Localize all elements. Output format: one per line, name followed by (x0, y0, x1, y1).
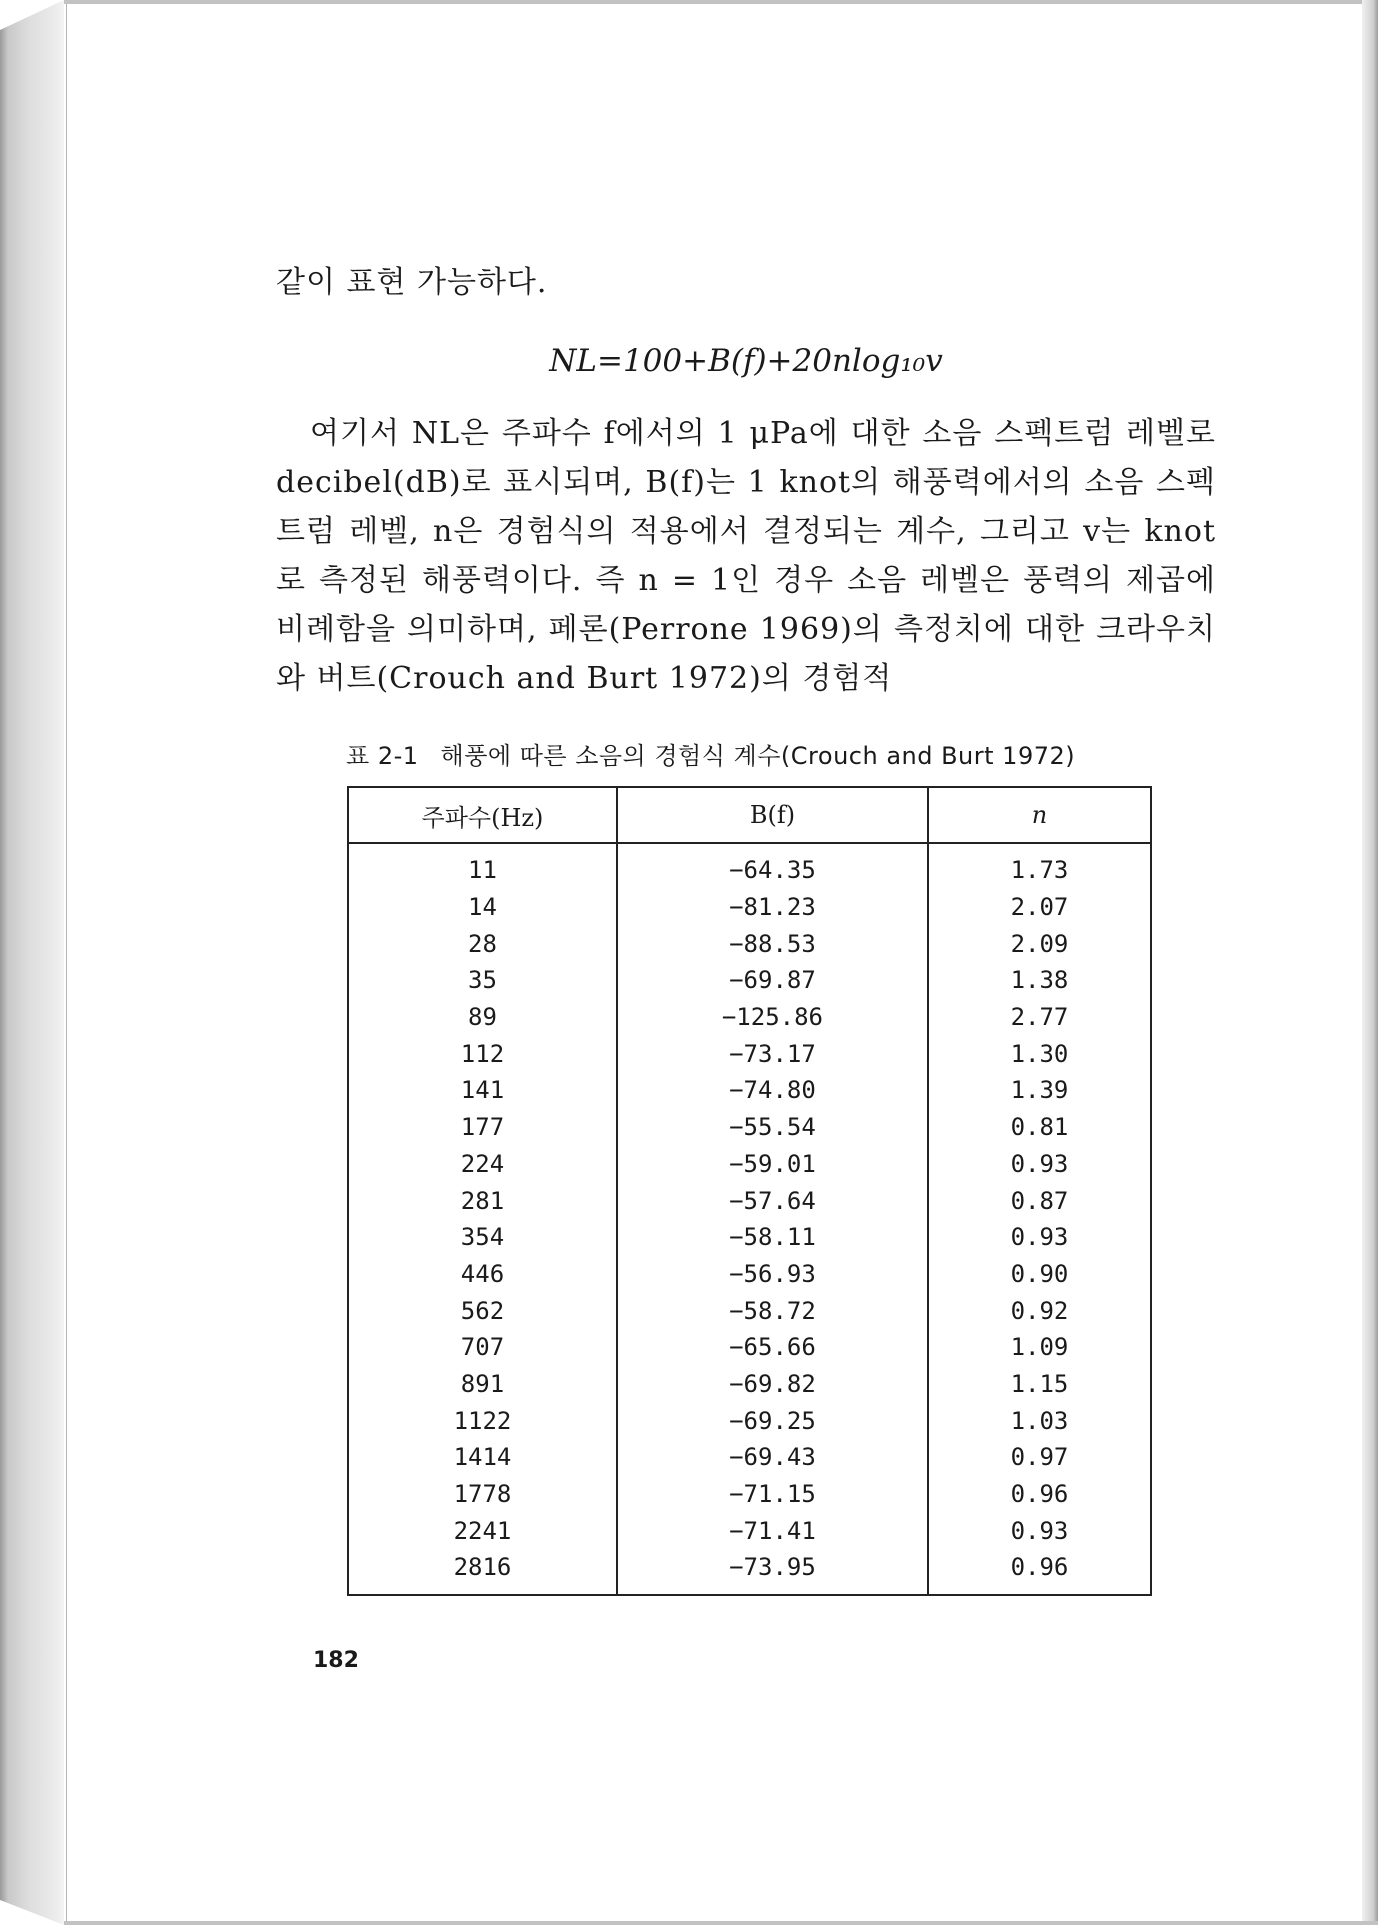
table-row (348, 1256, 1151, 1293)
cell-b-of-f: −81.23 (617, 889, 928, 926)
header-b-of-f: B(f) (617, 787, 928, 843)
table-row (348, 1182, 1151, 1219)
body-paragraph: 여기서 NL은 주파수 f에서의 1 μPa에 대한 소음 스펙트럼 레벨로 decibel(dB)로 표시되며, B(f)는 1 knot의 해풍력에서의 소음 스펙트럼 레벨, n은 경험식의 적용에서 결정되는 계수, 그리고 v는 knot로 측정된 해풍력이다. 즉 n = 1인 경우 소음 레벨은 풍력의 제곱에 비례함을 의미하며, 페론(Perrone 1969)의 측정치에 대한 크라우치와 버트(Crouch and Burt 1972)의 경험적 (276, 416, 1216, 696)
cell-frequency: 28 (468, 929, 497, 958)
cell-frequency: 1122 (453, 1406, 512, 1435)
cell-frequency: 89 (468, 1003, 497, 1032)
cell-n: 2.09 (928, 925, 1151, 962)
noise-level-formula: NL=100+B(f)+20nlog₁₀v (549, 343, 943, 379)
cell-n: 1.38 (928, 962, 1151, 999)
table-row (348, 1109, 1151, 1146)
cell-b-of-f: −65.66 (617, 1329, 928, 1366)
cell-b-of-f: −58.11 (617, 1219, 928, 1256)
cell-n: 0.97 (928, 1439, 1151, 1476)
table-header-row (348, 787, 1151, 843)
page-number: 182 (313, 1648, 359, 1673)
cell-frequency: 1778 (453, 1480, 512, 1509)
table-row (348, 1329, 1151, 1366)
cell-frequency: 14 (468, 893, 497, 922)
lead-line: 같이 표현 가능하다. (276, 265, 548, 300)
cell-frequency: 354 (460, 1223, 505, 1252)
table-caption-number: 표 2-1 (346, 742, 419, 770)
table-row (348, 1292, 1151, 1329)
cell-n: 0.93 (928, 1512, 1151, 1549)
cell-frequency: 2816 (453, 1553, 512, 1582)
cell-n: 0.96 (928, 1476, 1151, 1513)
table-row (348, 1439, 1151, 1476)
cell-frequency: 141 (460, 1076, 505, 1105)
cell-n: 0.90 (928, 1256, 1151, 1293)
cell-n: 0.93 (928, 1219, 1151, 1256)
table-row (348, 1035, 1151, 1072)
cell-n: 1.09 (928, 1329, 1151, 1366)
table-row (348, 1512, 1151, 1549)
cell-frequency: 1414 (453, 1443, 512, 1472)
cell-b-of-f: −64.35 (617, 843, 928, 889)
cell-n: 0.92 (928, 1292, 1151, 1329)
table-caption (346, 736, 1146, 771)
table-row (348, 889, 1151, 926)
cell-b-of-f: −55.54 (617, 1109, 928, 1146)
cell-b-of-f: −88.53 (617, 925, 928, 962)
book-bottom-edge (64, 1921, 1378, 1925)
cell-n: 1.03 (928, 1402, 1151, 1439)
header-frequency: 주파수(Hz) (348, 787, 617, 843)
table-row (348, 1476, 1151, 1513)
header-n: n (928, 787, 1151, 843)
table-row (348, 1219, 1151, 1256)
cell-n: 2.07 (928, 889, 1151, 926)
cell-frequency: 281 (460, 1186, 505, 1215)
cell-n: 1.15 (928, 1366, 1151, 1403)
cell-b-of-f: −69.25 (617, 1402, 928, 1439)
cell-n: 1.73 (928, 843, 1151, 889)
cell-n: 0.87 (928, 1182, 1151, 1219)
cell-b-of-f: −125.86 (617, 999, 928, 1036)
cell-frequency: 35 (468, 966, 497, 995)
cell-b-of-f: −57.64 (617, 1182, 928, 1219)
cell-frequency: 11 (468, 856, 497, 885)
cell-b-of-f: −71.15 (617, 1476, 928, 1513)
cell-n: 0.93 (928, 1146, 1151, 1183)
cell-b-of-f: −71.41 (617, 1512, 928, 1549)
coefficient-table (347, 786, 1152, 1596)
cell-b-of-f: −69.82 (617, 1366, 928, 1403)
cell-n: 0.81 (928, 1109, 1151, 1146)
table-row (348, 1402, 1151, 1439)
cell-frequency: 2241 (453, 1516, 512, 1545)
cell-n: 2.77 (928, 999, 1151, 1036)
cell-frequency: 177 (460, 1113, 505, 1142)
cell-b-of-f: −69.87 (617, 962, 928, 999)
cell-b-of-f: −74.80 (617, 1072, 928, 1109)
table-row (348, 1549, 1151, 1595)
cell-frequency: 707 (460, 1333, 505, 1362)
cell-n: 0.96 (928, 1549, 1151, 1595)
cell-b-of-f: −73.95 (617, 1549, 928, 1595)
cell-b-of-f: −59.01 (617, 1146, 928, 1183)
table-row (348, 925, 1151, 962)
cell-b-of-f: −58.72 (617, 1292, 928, 1329)
table-row (348, 999, 1151, 1036)
book-top-edge (64, 0, 1378, 4)
cell-frequency: 112 (460, 1039, 505, 1068)
table-row (348, 1072, 1151, 1109)
table-row (348, 962, 1151, 999)
cell-frequency: 562 (460, 1296, 505, 1325)
cell-frequency: 224 (460, 1149, 505, 1178)
book-left-edge-line (0, 0, 67, 1925)
table-row (348, 843, 1151, 889)
table-row (348, 1366, 1151, 1403)
table-caption-title: 해풍에 따른 소음의 경험식 계수(Crouch and Burt 1972) (440, 742, 1076, 770)
cell-frequency: 446 (460, 1259, 505, 1288)
book-right-edge (1362, 0, 1378, 1925)
cell-b-of-f: −73.17 (617, 1035, 928, 1072)
cell-n: 1.30 (928, 1035, 1151, 1072)
table-row (348, 1146, 1151, 1183)
cell-b-of-f: −56.93 (617, 1256, 928, 1293)
cell-frequency: 891 (460, 1369, 505, 1398)
table-body (348, 843, 1151, 1595)
page-body (276, 258, 1216, 703)
cell-b-of-f: −69.43 (617, 1439, 928, 1476)
cell-n: 1.39 (928, 1072, 1151, 1109)
